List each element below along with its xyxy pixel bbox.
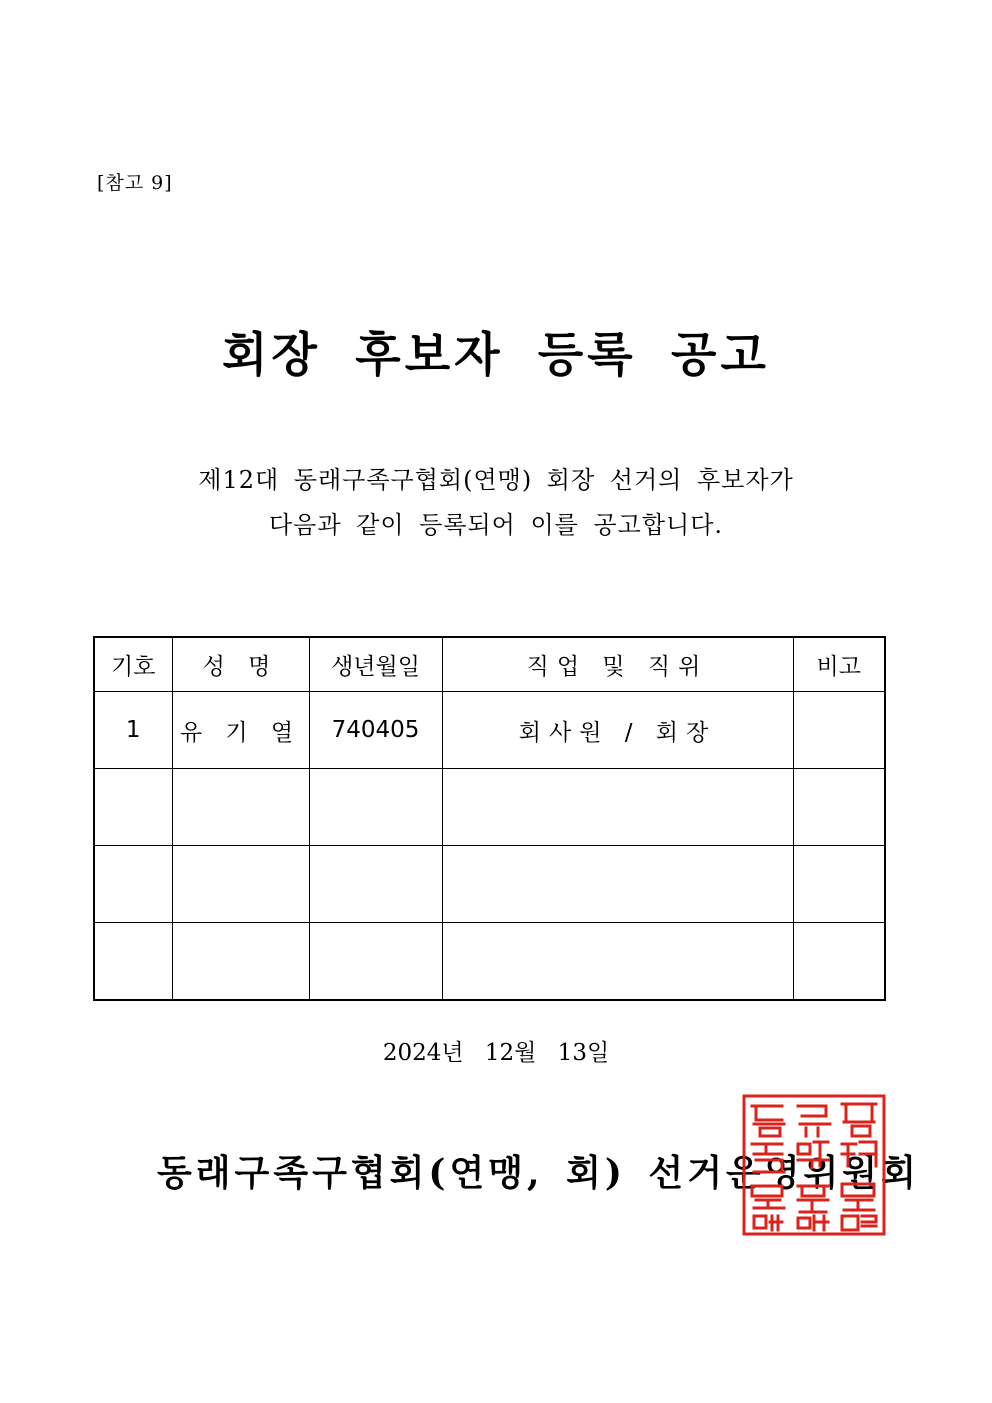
- cell-occupation: 회사원 / 회장: [442, 692, 793, 769]
- cell-remarks: [793, 923, 885, 1001]
- organization-name: 동래구족구협회(연맹, 회) 선거운영위원회: [157, 1152, 920, 1194]
- notice-date: 2024년 12월 13일: [382, 1040, 610, 1066]
- cell-occupation: [442, 846, 793, 923]
- cell-remarks: [793, 769, 885, 846]
- cell-remarks: [793, 692, 885, 769]
- cell-number: [94, 846, 172, 923]
- cell-birthdate: 740405: [309, 692, 442, 769]
- cell-number: [94, 923, 172, 1001]
- cell-name: [172, 769, 309, 846]
- header-birthdate: 생년월일: [309, 637, 442, 692]
- cell-birthdate: [309, 923, 442, 1001]
- cell-name: [172, 846, 309, 923]
- cell-birthdate: [309, 769, 442, 846]
- cell-occupation: [442, 923, 793, 1001]
- cell-name: 유 기 열: [172, 692, 309, 769]
- table-row: [94, 769, 885, 846]
- header-number: 기호: [94, 637, 172, 692]
- table-row: [94, 923, 885, 1001]
- intro-line-1: 제12대 동래구족구협회(연맹) 회장 선거의 후보자가: [198, 466, 794, 494]
- candidate-table: [93, 636, 886, 1001]
- cell-occupation: [442, 769, 793, 846]
- header-remarks: 비고: [793, 637, 885, 692]
- cell-name: [172, 923, 309, 1001]
- intro-line-2: 다음과 같이 등록되어 이를 공고합니다.: [268, 511, 724, 539]
- official-seal-icon: [742, 1094, 886, 1236]
- header-name: 성 명: [172, 637, 309, 692]
- cell-number: [94, 769, 172, 846]
- reference-label: [참고 9]: [97, 172, 173, 194]
- cell-remarks: [793, 846, 885, 923]
- table-row: [94, 846, 885, 923]
- header-occupation: 직업 및 직위: [442, 637, 793, 692]
- cell-number: 1: [94, 692, 172, 769]
- cell-birthdate: [309, 846, 442, 923]
- table-row: [94, 692, 885, 769]
- notice-title: 회장 후보자 등록 공고: [222, 328, 770, 383]
- table-header-row: [94, 637, 885, 692]
